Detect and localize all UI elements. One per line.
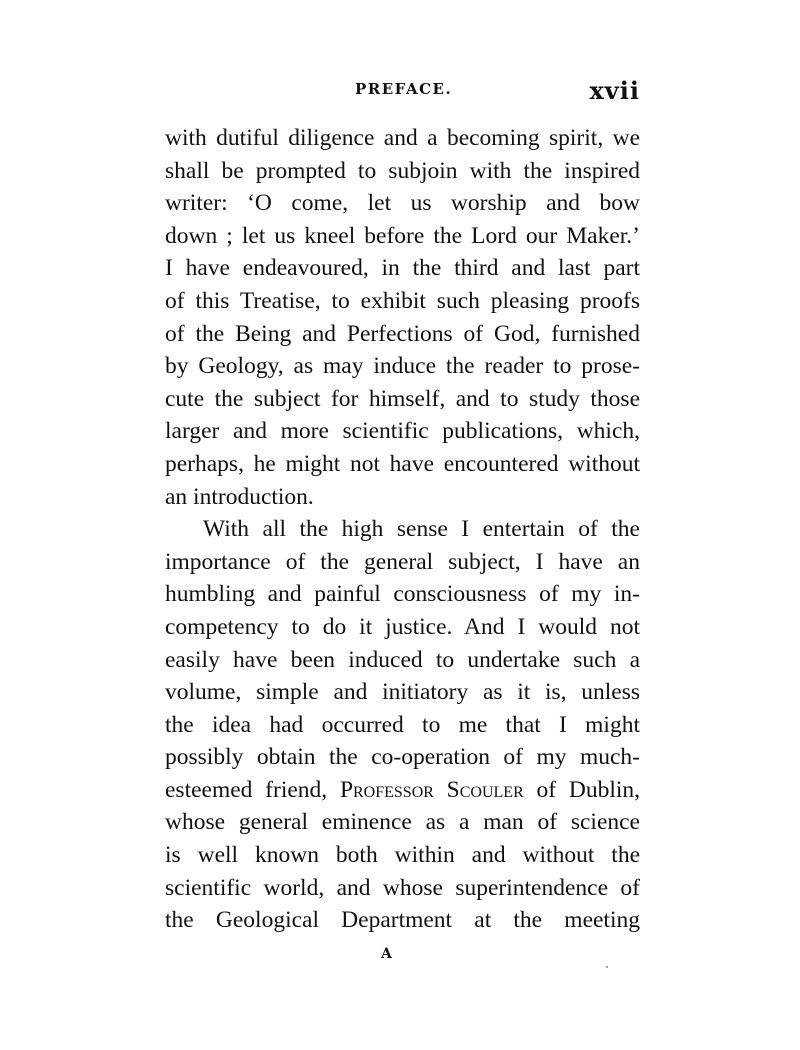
text-line: cute the subject for himself, and to study those xyxy=(165,385,640,412)
person-name: Professor Scouler xyxy=(339,776,524,803)
text-line-with-name xyxy=(165,774,640,807)
text-line: down ; let us kneel before the Lord our Maker.’ xyxy=(165,222,640,249)
text-line: possibly obtain the co-operation of my much- xyxy=(165,744,640,771)
text-fragment: of Dublin, xyxy=(523,776,640,803)
text-line: volume, simple and initiatory as it is, unless xyxy=(165,679,640,706)
text-line: easily have been induced to undertake such a xyxy=(165,646,640,673)
text-line: competency to do it justice. And I would not xyxy=(165,613,640,640)
text-line-paragraph-start: With all the high sense I entertain of the xyxy=(203,516,640,543)
text-line: I have endeavoured, in the third and last part xyxy=(165,255,640,282)
text-line: shall be prompted to subjoin with the inspired xyxy=(165,157,640,184)
text-line-paragraph-end: an introduction. xyxy=(165,483,314,510)
text-line: perhaps, he might not have encountered without xyxy=(165,450,640,477)
text-line: is well known both within and without the xyxy=(165,842,640,869)
print-speck xyxy=(606,966,608,968)
signature-mark: A xyxy=(381,946,392,962)
text-line: the idea had occurred to me that I might xyxy=(165,711,640,738)
text-line: scientific world, and whose superintendence of xyxy=(165,874,640,901)
text-line: importance of the general subject, I have an xyxy=(165,548,640,575)
running-head xyxy=(165,78,640,108)
text-fragment: esteemed friend, xyxy=(165,776,340,803)
page-number: xvii xyxy=(589,76,640,105)
text-line: humbling and painful consciousness of my in- xyxy=(165,581,640,608)
body-text xyxy=(165,122,640,937)
running-title: PREFACE. xyxy=(355,80,453,98)
text-line: by Geology, as may induce the reader to prose- xyxy=(165,353,640,380)
text-line: whose general eminence as a man of science xyxy=(165,809,640,836)
text-line: writer: ‘O come, let us worship and bow xyxy=(165,190,640,217)
text-line: the Geological Department at the meeting xyxy=(165,907,640,934)
text-line: of the Being and Perfections of God, furnished xyxy=(165,320,640,347)
text-line: of this Treatise, to exhibit such pleasing proofs xyxy=(165,287,640,314)
text-line: larger and more scientific publications, which, xyxy=(165,418,640,445)
text-line: with dutiful diligence and a becoming spirit, we xyxy=(165,125,640,151)
